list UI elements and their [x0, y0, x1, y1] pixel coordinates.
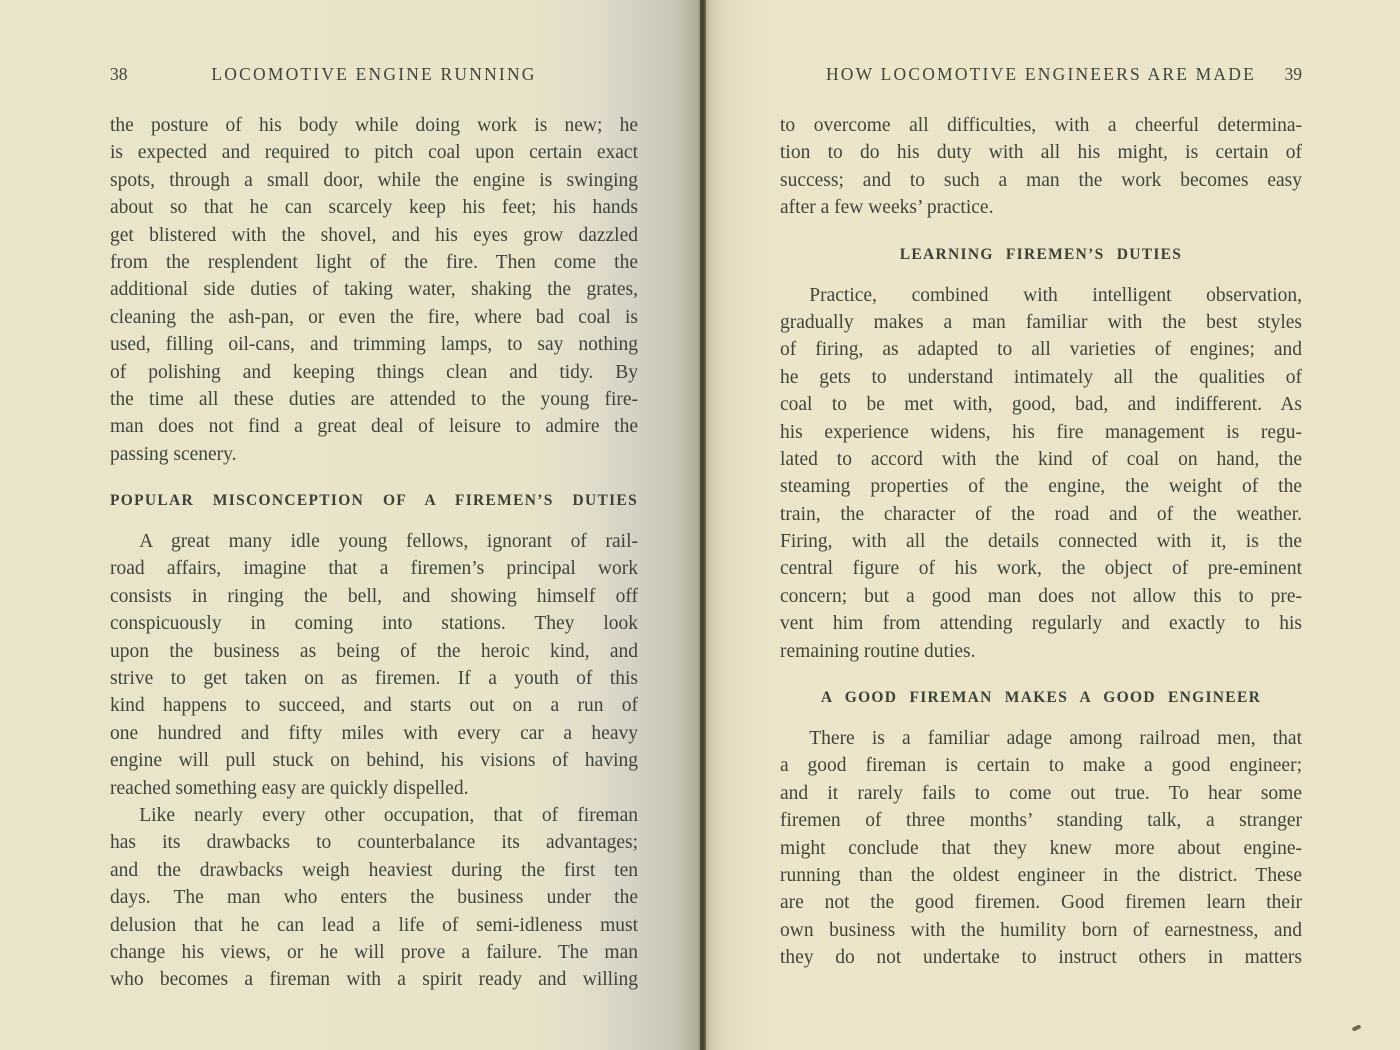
text-line: and the drawbacks weigh heaviest during the first ten [110, 859, 638, 881]
paragraph [780, 725, 1302, 972]
text-line: kind happens to succeed, and starts out on a run of [110, 695, 638, 717]
section-heading: A GOOD FIREMAN MAKES A GOOD ENGINEER [820, 689, 1262, 707]
text-line: vent him from attending regularly and exactly to his [780, 613, 1302, 635]
left-running-title: LOCOMOTIVE ENGINE RUNNING [211, 64, 537, 84]
text-line: man does not find a great deal of leisure to admire the [110, 416, 638, 438]
text-line: change his views, or he will prove a failure. The man [110, 941, 638, 963]
text-line: success; and to such a man the work becomes easy [780, 169, 1302, 191]
text-line: of firing, as adapted to all varieties of engines; and [780, 339, 1302, 361]
text-line: remaining routine duties. [780, 640, 976, 662]
text-line: and it rarely fails to come out true. To hear some [780, 782, 1302, 804]
text-line: running than the oldest engineer in the district. These [780, 864, 1302, 886]
text-line: Practice, combined with intelligent observation, [809, 284, 1302, 306]
text-line: strive to get taken on as firemen. If a youth of this [110, 668, 638, 690]
text-line: who becomes a fireman with a spirit ready and willing [110, 969, 638, 991]
text-line: has its drawbacks to counterbalance its advantages; [110, 832, 638, 854]
paragraph [780, 112, 1302, 222]
text-line: gradually makes a man familiar with the best styles [780, 311, 1302, 333]
text-line: consists in ringing the bell, and showing himself off [110, 585, 638, 607]
left-page-header [110, 64, 638, 86]
text-line: passing scenery. [110, 443, 237, 465]
text-line: might conclude that they knew more about engine- [780, 837, 1302, 859]
paragraph [110, 528, 638, 802]
text-line: upon the business as being of the heroic kind, and [110, 640, 638, 662]
text-line: central figure of his work, the object of pre-eminent [780, 558, 1302, 580]
text-line: of polishing and keeping things clean and tidy. By [110, 361, 638, 383]
text-line: additional side duties of taking water, shaking the grates, [110, 279, 638, 301]
section-heading: POPULAR MISCONCEPTION OF A FIREMEN’S DUTIES [110, 492, 638, 510]
text-line: his experience widens, his fire management is regu- [780, 421, 1302, 443]
text-line: lated to accord with the kind of coal on hand, the [780, 448, 1302, 470]
text-line: concern; but a good man does not allow this to pre- [780, 585, 1302, 607]
text-line: from the resplendent light of the fire. Then come the [110, 251, 638, 273]
text-line: train, the character of the road and of the weather. [780, 503, 1302, 525]
text-line: own business with the humility born of earnestness, and [780, 919, 1302, 941]
text-line: he gets to understand intimately all the qualities of [780, 366, 1302, 388]
text-line: is expected and required to pitch coal upon certain exact [110, 142, 638, 164]
right-page [706, 0, 1400, 1050]
text-line: There is a familiar adage among railroad men, that [809, 728, 1302, 750]
text-line: used, filling oil-cans, and trimming lamps, to say nothing [110, 334, 638, 356]
text-line: to overcome all difficulties, with a cheerful determina- [780, 115, 1302, 136]
text-line: the time all these duties are attended to the young fire- [110, 388, 638, 410]
left-text-column [110, 112, 638, 994]
text-line: cleaning the ash-pan, or even the fire, where bad coal is [110, 306, 638, 328]
text-line: are not the good firemen. Good firemen learn their [780, 892, 1302, 914]
right-page-number: 39 [1284, 64, 1302, 84]
section-heading: LEARNING FIREMEN’S DUTIES [899, 245, 1183, 263]
text-line: the posture of his body while doing work is new; he [110, 115, 638, 136]
text-line: about so that he can scarcely keep his feet; his hands [110, 197, 638, 219]
paragraph [780, 282, 1302, 665]
text-line: Firing, with all the details connected with it, is the [780, 531, 1302, 553]
text-line: engine will pull stuck on behind, his visions of having [110, 750, 638, 772]
text-line: a good fireman is certain to make a good engineer; [780, 755, 1302, 777]
right-running-title: HOW LOCOMOTIVE ENGINEERS ARE MADE [825, 64, 1257, 84]
right-page-header [780, 64, 1302, 86]
text-line: one hundred and fifty miles with every car a heavy [110, 722, 638, 744]
text-line: steaming properties of the engine, the weight of the [780, 476, 1302, 498]
text-line: after a few weeks’ practice. [780, 197, 994, 219]
text-line: spots, through a small door, while the engine is swinging [110, 169, 638, 191]
paragraph [110, 112, 638, 468]
text-line: they do not undertake to instruct others in matters [780, 947, 1302, 969]
text-line: Like nearly every other occupation, that of fireman [139, 804, 638, 826]
text-line: days. The man who enters the business under the [110, 887, 638, 909]
text-line: delusion that he can lead a life of semi-idleness must [110, 914, 638, 936]
text-line: get blistered with the shovel, and his eyes grow dazzled [110, 224, 638, 246]
right-text-column [780, 112, 1302, 972]
left-page-number: 38 [110, 64, 128, 84]
paragraph [110, 802, 638, 994]
text-line: road affairs, imagine that a firemen’s principal work [110, 558, 638, 580]
text-line: coal to be met with, good, bad, and indifferent. As [780, 394, 1302, 416]
text-line: conspicuously in coming into stations. They look [110, 613, 638, 635]
text-line: A great many idle young fellows, ignorant of rail- [139, 531, 638, 553]
text-line: reached something easy are quickly dispelled. [110, 777, 469, 799]
text-line: tion to do his duty with all his might, is certain of [780, 142, 1302, 164]
text-line: firemen of three months’ standing talk, a stranger [780, 810, 1302, 832]
